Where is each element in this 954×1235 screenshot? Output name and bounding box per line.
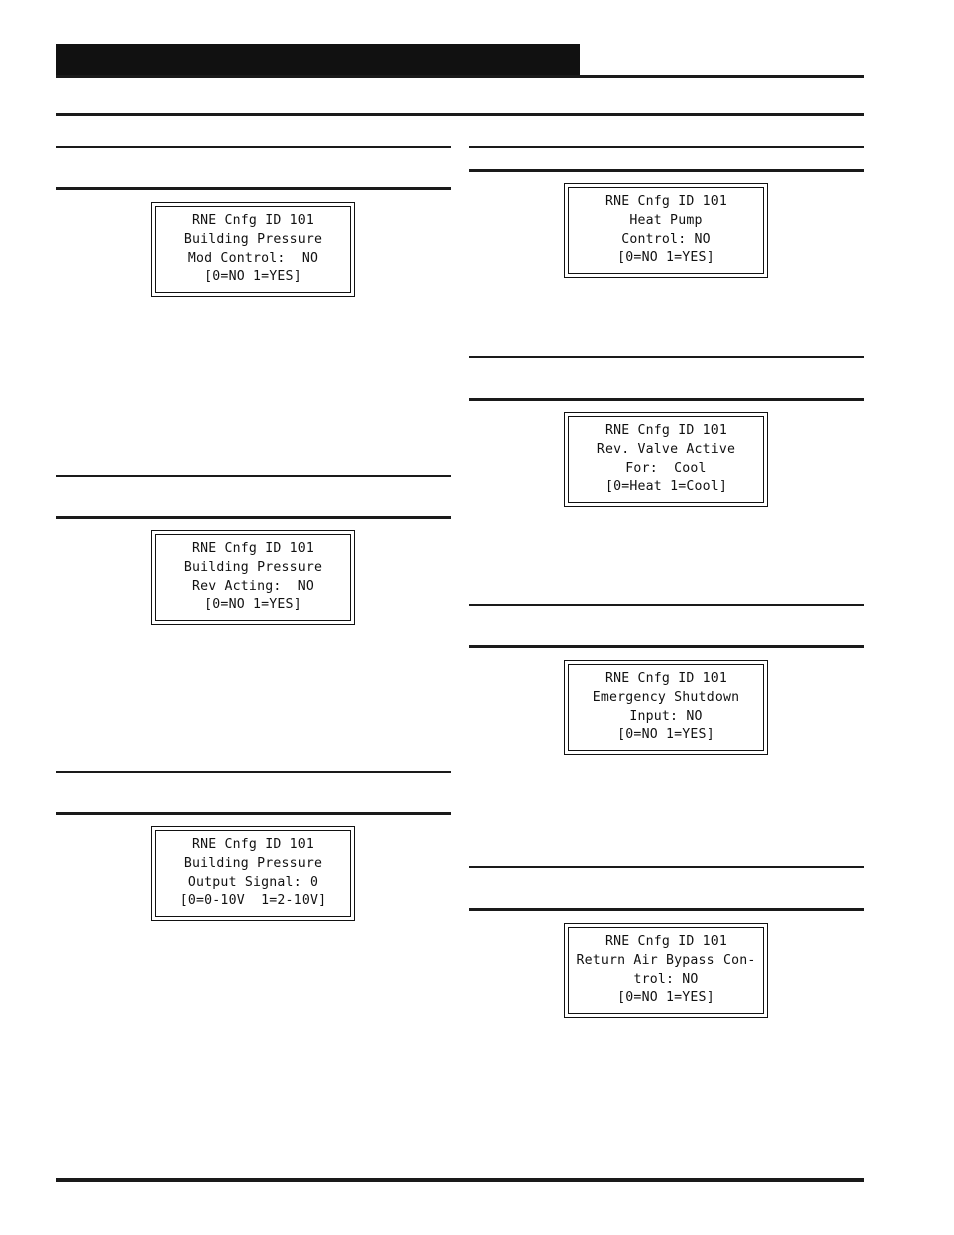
lcd-line: For: Cool	[625, 460, 707, 476]
lcd-line: Building Pressure	[183, 231, 323, 247]
section-rule-bp-rev-bottom	[56, 516, 451, 519]
section-rule-bp-rev-top	[56, 475, 451, 477]
lcd-line: Input: NO	[629, 708, 703, 724]
section-rule-emergency-bottom	[469, 645, 864, 648]
section-rule-return-air-top	[469, 866, 864, 868]
lcd-line: Heat Pump	[629, 212, 703, 228]
lcd-line: [0=NO 1=YES]	[617, 250, 715, 266]
section-rule-heat-pump-top	[469, 146, 864, 148]
lcd-rev-valve-active	[564, 412, 768, 507]
lcd-line: RNE Cnfg ID 101	[604, 423, 728, 439]
footer-rule	[56, 1178, 864, 1182]
section-rule-bp-output-bottom	[56, 812, 451, 815]
lcd-bp-mod-control	[151, 202, 355, 297]
lcd-line: trol: NO	[633, 971, 699, 987]
lcd-bp-output-signal	[151, 826, 355, 921]
section-rule-return-air-bottom	[469, 908, 864, 911]
lcd-line: Mod Control: NO	[187, 250, 319, 266]
top-rule	[56, 113, 864, 116]
lcd-line: [0=Heat 1=Cool]	[604, 479, 728, 495]
section-rule-rev-valve-top	[469, 356, 864, 358]
lcd-line: [0=NO 1=YES]	[204, 269, 302, 285]
lcd-line: Building Pressure	[183, 855, 323, 871]
lcd-line: [0=NO 1=YES]	[617, 727, 715, 743]
lcd-heat-pump-control	[564, 183, 768, 278]
lcd-line: [0=0-10V 1=2-10V]	[179, 893, 327, 909]
lcd-emergency-shutdown	[564, 660, 768, 755]
section-rule-rev-valve-bottom	[469, 398, 864, 401]
section-rule-bp-output-top	[56, 771, 451, 773]
section-rule-heat-pump-bottom	[469, 169, 864, 172]
section-rule-bp-mod-bottom	[56, 187, 451, 190]
lcd-line: RNE Cnfg ID 101	[604, 671, 728, 687]
header-rule	[56, 75, 864, 78]
lcd-line: [0=NO 1=YES]	[617, 990, 715, 1006]
lcd-line: Building Pressure	[183, 559, 323, 575]
lcd-line: Output Signal: 0	[187, 874, 319, 890]
lcd-line: RNE Cnfg ID 101	[604, 934, 728, 950]
lcd-line: Rev Acting: NO	[191, 578, 315, 594]
lcd-line: [0=NO 1=YES]	[204, 597, 302, 613]
lcd-bp-rev-acting	[151, 530, 355, 625]
lcd-line: RNE Cnfg ID 101	[191, 541, 315, 557]
lcd-line: RNE Cnfg ID 101	[191, 837, 315, 853]
section-rule-emergency-top	[469, 604, 864, 606]
lcd-line: Rev. Valve Active	[596, 441, 736, 457]
lcd-line: Control: NO	[621, 231, 711, 247]
header-bar	[56, 44, 580, 77]
section-rule-bp-mod-top	[56, 146, 451, 148]
lcd-return-air-bypass	[564, 923, 768, 1018]
lcd-line: RNE Cnfg ID 101	[191, 213, 315, 229]
lcd-line: Emergency Shutdown	[592, 689, 740, 705]
lcd-line: Return Air Bypass Con-	[576, 952, 756, 968]
lcd-line: RNE Cnfg ID 101	[604, 194, 728, 210]
